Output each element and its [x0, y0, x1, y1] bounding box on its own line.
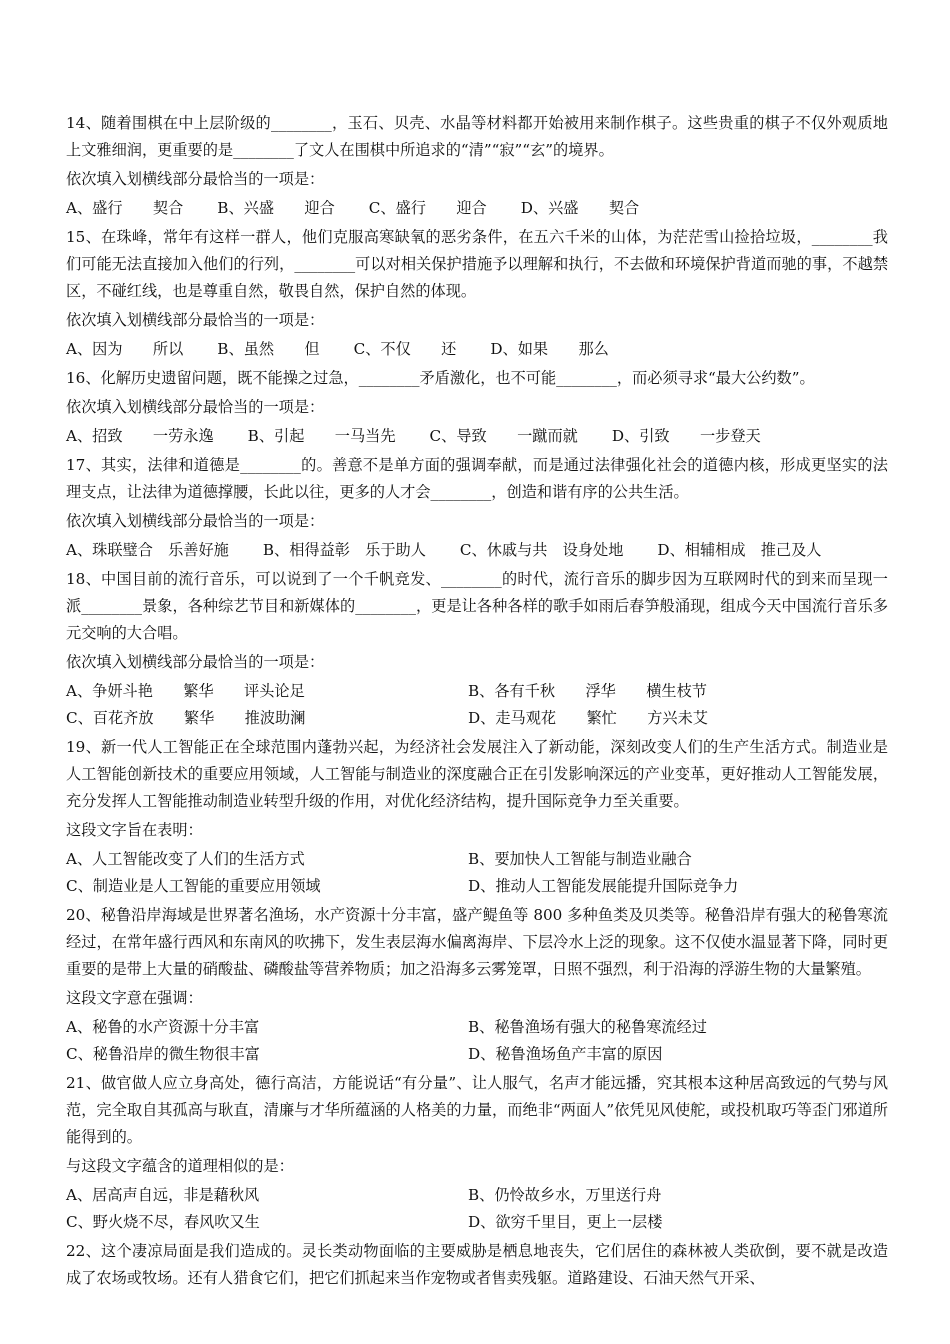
option-d: D、引致 一步登天 — [611, 427, 761, 445]
option-d: D、走马观花 繁忙 方兴未艾 — [468, 709, 708, 727]
question-22 — [66, 1238, 888, 1292]
question-19 — [66, 734, 888, 900]
option-b: B、秘鲁渔场有强大的秘鲁寒流经过 — [468, 1018, 707, 1036]
options-row — [66, 336, 888, 363]
question-prompt: 这段文字旨在表明： — [66, 821, 203, 839]
option-c: C、盛行 迎合 — [368, 199, 487, 217]
option-d: D、欲穷千里目，更上一层楼 — [468, 1213, 663, 1231]
question-stem: 19、新一代人工智能正在全球范围内蓬勃兴起，为经济社会发展注入了新动能，深刻改变人们的生产生活方式。制造业是人工智能创新技术的重要应用领域，人工智能与制造业的深度融合正在引发影响深远的产业变革，更好推动人工智能发展，充分发挥人工智能推动制造业转型升级的作用，对优化经济结构，提升国际竞争力至关重要。 — [66, 738, 888, 810]
question-20 — [66, 902, 888, 1068]
question-stem: 17、其实，法律和道德是________的。善意不是单方面的强调奉献，而是通过法律强化社会的道德内核，形成更坚实的法理支点，让法律为道德撑腰，长此以往，更多的人才会________，创造和谐有序的公共生活。 — [66, 456, 888, 501]
option-d: D、推动人工智能发展能提升国际竞争力 — [468, 877, 739, 895]
option-d: D、秘鲁渔场鱼产丰富的原因 — [468, 1045, 663, 1063]
option-b: B、虽然 但 — [217, 340, 320, 358]
question-prompt: 依次填入划横线部分最恰当的一项是： — [66, 170, 325, 188]
option-b: B、引起 一马当先 — [247, 427, 396, 445]
option-b: B、仍怜故乡水，万里送行舟 — [468, 1186, 662, 1204]
question-stem: 22、这个凄凉局面是我们造成的。灵长类动物面临的主要威胁是栖息地丧失，它们居住的森林被人类砍倒，要不就是改造成了农场或牧场。还有人猎食它们，把它们抓起来当作宠物或者售卖残躯。道路建设、石油天然气开采、 — [66, 1242, 888, 1287]
option-a: A、居高声自远，非是藉秋风 — [66, 1186, 260, 1204]
option-c: C、不仅 还 — [353, 340, 457, 358]
options-grid — [66, 678, 888, 732]
option-a: A、秘鲁的水产资源十分丰富 — [66, 1018, 260, 1036]
option-d: D、如果 那么 — [490, 340, 609, 358]
question-stem: 14、随着围棋在中上层阶级的________，玉石、贝壳、水晶等材料都开始被用来制作棋子。这些贵重的棋子不仅外观质地上文雅细润，更重要的是________了文人在围棋中所追求的“清”“寂”“玄”的境界。 — [66, 114, 888, 159]
question-prompt: 依次填入划横线部分最恰当的一项是： — [66, 311, 325, 329]
question-18 — [66, 566, 888, 732]
option-c: C、百花齐放 繁华 推波助澜 — [66, 709, 306, 727]
question-15 — [66, 224, 888, 363]
question-prompt: 依次填入划横线部分最恰当的一项是： — [66, 512, 325, 530]
option-a: A、争妍斗艳 繁华 评头论足 — [66, 682, 305, 700]
question-stem: 15、在珠峰，常年有这样一群人，他们克服高寒缺氧的恶劣条件，在五六千米的山体，为茫茫雪山捡拾垃圾，________我们可能无法直接加入他们的行列，________可以对相关保护措施予以理解和执行，不去做和环境保护背道而驰的事，不越禁区，不碰红线，也是尊重自然，敬畏自然，保护自然的体现。 — [66, 228, 888, 300]
option-d: D、兴盛 契合 — [520, 199, 640, 217]
question-stem: 21、做官做人应立身高处，德行高洁，方能说话“有分量”、让人服气，名声才能远播，究其根本这种居高致远的气势与风范，完全取自其孤高与耿直，清廉与才华所蕴涵的人格美的力量，而绝非“两面人”依凭见风使舵，或投机取巧等歪门邪道所能得到的。 — [66, 1074, 888, 1146]
option-c: C、制造业是人工智能的重要应用领域 — [66, 877, 321, 895]
option-a: A、人工智能改变了人们的生活方式 — [66, 850, 305, 868]
option-d: D、相辅相成 推己及人 — [657, 541, 822, 559]
options-grid — [66, 1014, 888, 1068]
question-16 — [66, 365, 888, 450]
question-prompt: 依次填入划横线部分最恰当的一项是： — [66, 398, 325, 416]
option-c: C、秘鲁沿岸的微生物很丰富 — [66, 1045, 260, 1063]
options-row — [66, 537, 888, 564]
option-a: A、珠联璧合 乐善好施 — [66, 541, 229, 559]
options-grid — [66, 1182, 888, 1236]
options-grid — [66, 846, 888, 900]
option-b: B、相得益彰 乐于助人 — [262, 541, 426, 559]
option-a: A、盛行 契合 — [66, 199, 184, 217]
options-row — [66, 195, 888, 222]
option-c: C、导致 一蹴而就 — [429, 427, 578, 445]
option-a: A、因为 所以 — [66, 340, 184, 358]
option-c: C、休戚与共 设身处地 — [459, 541, 624, 559]
question-14 — [66, 110, 888, 222]
question-21 — [66, 1070, 888, 1236]
question-17 — [66, 452, 888, 564]
question-stem: 20、秘鲁沿岸海域是世界著名渔场，水产资源十分丰富，盛产鳀鱼等 800 多种鱼类及贝类等。秘鲁沿岸有强大的秘鲁寒流经过，在常年盛行西风和东南风的吹拂下，发生表层海水偏离海岸、下层冷水上泛的现象。这不仅使水温显著下降，同时更重要的是带上大量的硝酸盐、磷酸盐等营养物质；加之沿海多云雾笼罩，日照不强烈，利于沿海的浮游生物的大量繁殖。 — [66, 906, 888, 978]
option-a: A、招致 一劳永逸 — [66, 427, 214, 445]
options-row — [66, 423, 888, 450]
option-b: B、要加快人工智能与制造业融合 — [468, 850, 692, 868]
option-b: B、兴盛 迎合 — [217, 199, 335, 217]
question-prompt: 与这段文字蕴含的道理相似的是： — [66, 1157, 294, 1175]
option-b: B、各有千秋 浮华 横生枝节 — [468, 682, 707, 700]
question-prompt: 依次填入划横线部分最恰当的一项是： — [66, 653, 325, 671]
option-c: C、野火烧不尽，春风吹又生 — [66, 1213, 260, 1231]
question-stem: 16、化解历史遗留问题，既不能操之过急，________矛盾激化，也不可能________，而必须寻求“最大公约数”。 — [66, 369, 815, 387]
question-stem: 18、中国目前的流行音乐，可以说到了一个千帆竞发、________的时代，流行音乐的脚步因为互联网时代的到来而呈现一派________景象，各种综艺节目和新媒体的________，更是让各种各样的歌手如雨后春笋般涌现，组成今天中国流行音乐多元交响的大合唱。 — [66, 570, 888, 642]
question-prompt: 这段文字意在强调： — [66, 989, 203, 1007]
